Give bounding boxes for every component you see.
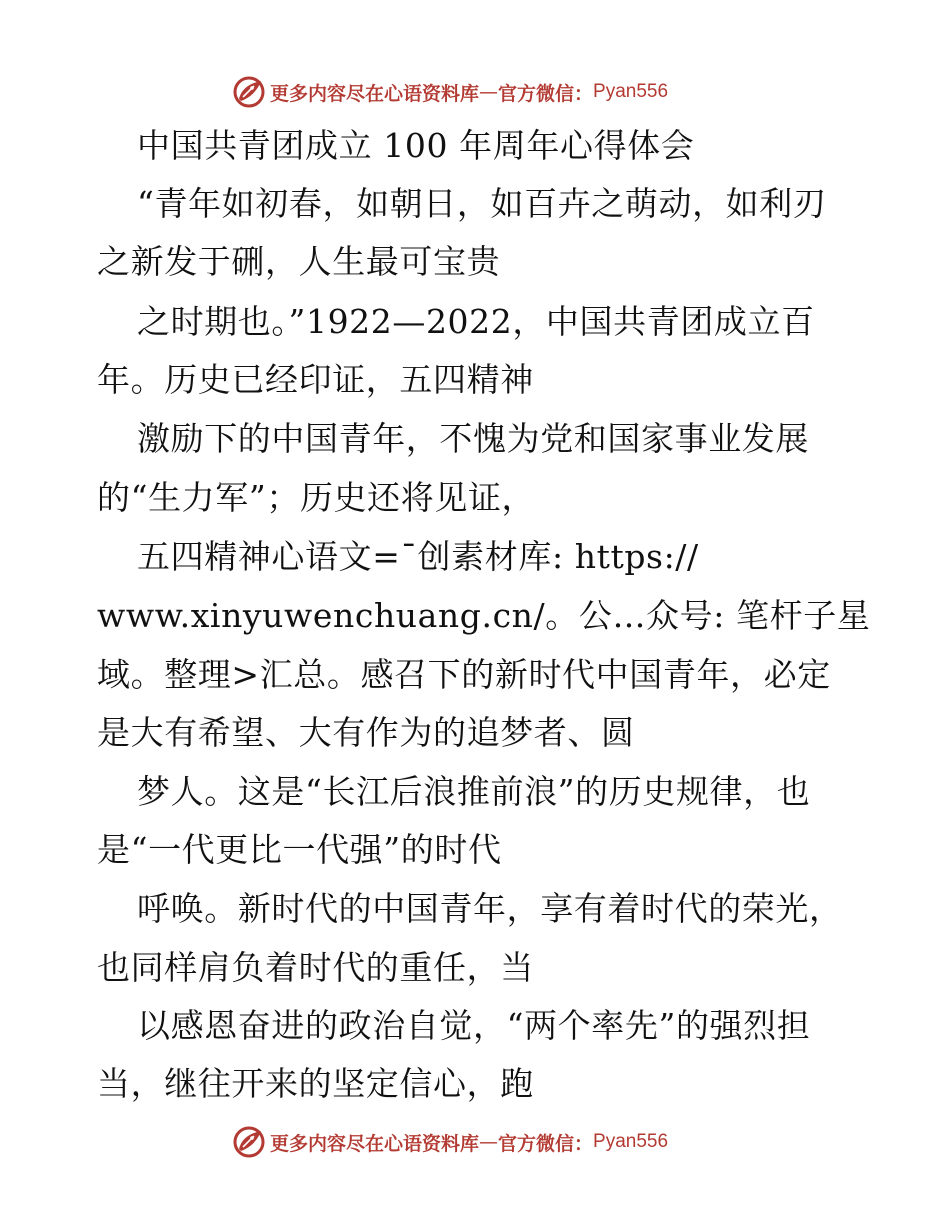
watermark-slogan: 更多内容尽在心语资料库 bbox=[270, 1132, 480, 1155]
text-line: 呼唤。新时代的中国青年，享有着时代的荣光， bbox=[137, 889, 843, 928]
text-line: 当，继往开来的坚定信心，跑 bbox=[97, 1064, 534, 1103]
watermark-dash: — bbox=[479, 1131, 499, 1153]
watermark-wechat-account: Pyan556 bbox=[593, 81, 669, 102]
text-line: 的“生力军”；历史还将见证， bbox=[97, 478, 536, 517]
text-line: 五四精神心语文=¯创素材库: https:// bbox=[137, 537, 699, 576]
text-line: 域。整理>汇总。感召下的新时代中国青年，必定 bbox=[97, 655, 831, 694]
text-line: 也同样肩负着时代的重任，当 bbox=[97, 948, 534, 987]
text-line: 梦人。这是“长江后浪推前浪”的历史规律，也 bbox=[137, 772, 811, 811]
watermark-slogan: 更多内容尽在心语资料库 bbox=[270, 82, 480, 105]
pen-nib-logo-icon bbox=[232, 75, 266, 109]
text-line: “青年如初春，如朝日，如百卉之萌动，如利刃 bbox=[137, 184, 827, 223]
watermark-wechat-label: 官方微信： bbox=[498, 1132, 594, 1155]
text-line: 激励下的中国青年，不愧为党和国家事业发展 bbox=[137, 419, 809, 458]
watermark-wechat-label: 官方微信： bbox=[498, 82, 594, 105]
text-line: 年。历史已经印证，五四精神 bbox=[97, 360, 534, 399]
watermark-wechat-account: Pyan556 bbox=[593, 1131, 669, 1152]
text-line: 之新发于硎，人生最可宝贵 bbox=[97, 242, 501, 281]
text-line: 之时期也。”1922—2022，中国共青团成立百 bbox=[137, 302, 815, 341]
text-line: 是大有希望、大有作为的追梦者、圆 bbox=[97, 713, 635, 752]
pen-nib-logo-icon bbox=[232, 1125, 266, 1159]
text-line: 是“一代更比一代强”的时代 bbox=[97, 830, 502, 869]
text-line: www.xinyuwenchuang.cn/。公…众号: 笔杆子星 bbox=[97, 596, 871, 635]
header-watermark bbox=[0, 72, 950, 112]
watermark-dash: — bbox=[479, 81, 499, 103]
footer-watermark bbox=[0, 1122, 950, 1162]
text-line: 以感恩奋进的政治自觉，“两个率先”的强烈担 bbox=[137, 1006, 811, 1045]
document-title: 中国共青团成立 100 年周年心得体会 bbox=[137, 126, 695, 165]
